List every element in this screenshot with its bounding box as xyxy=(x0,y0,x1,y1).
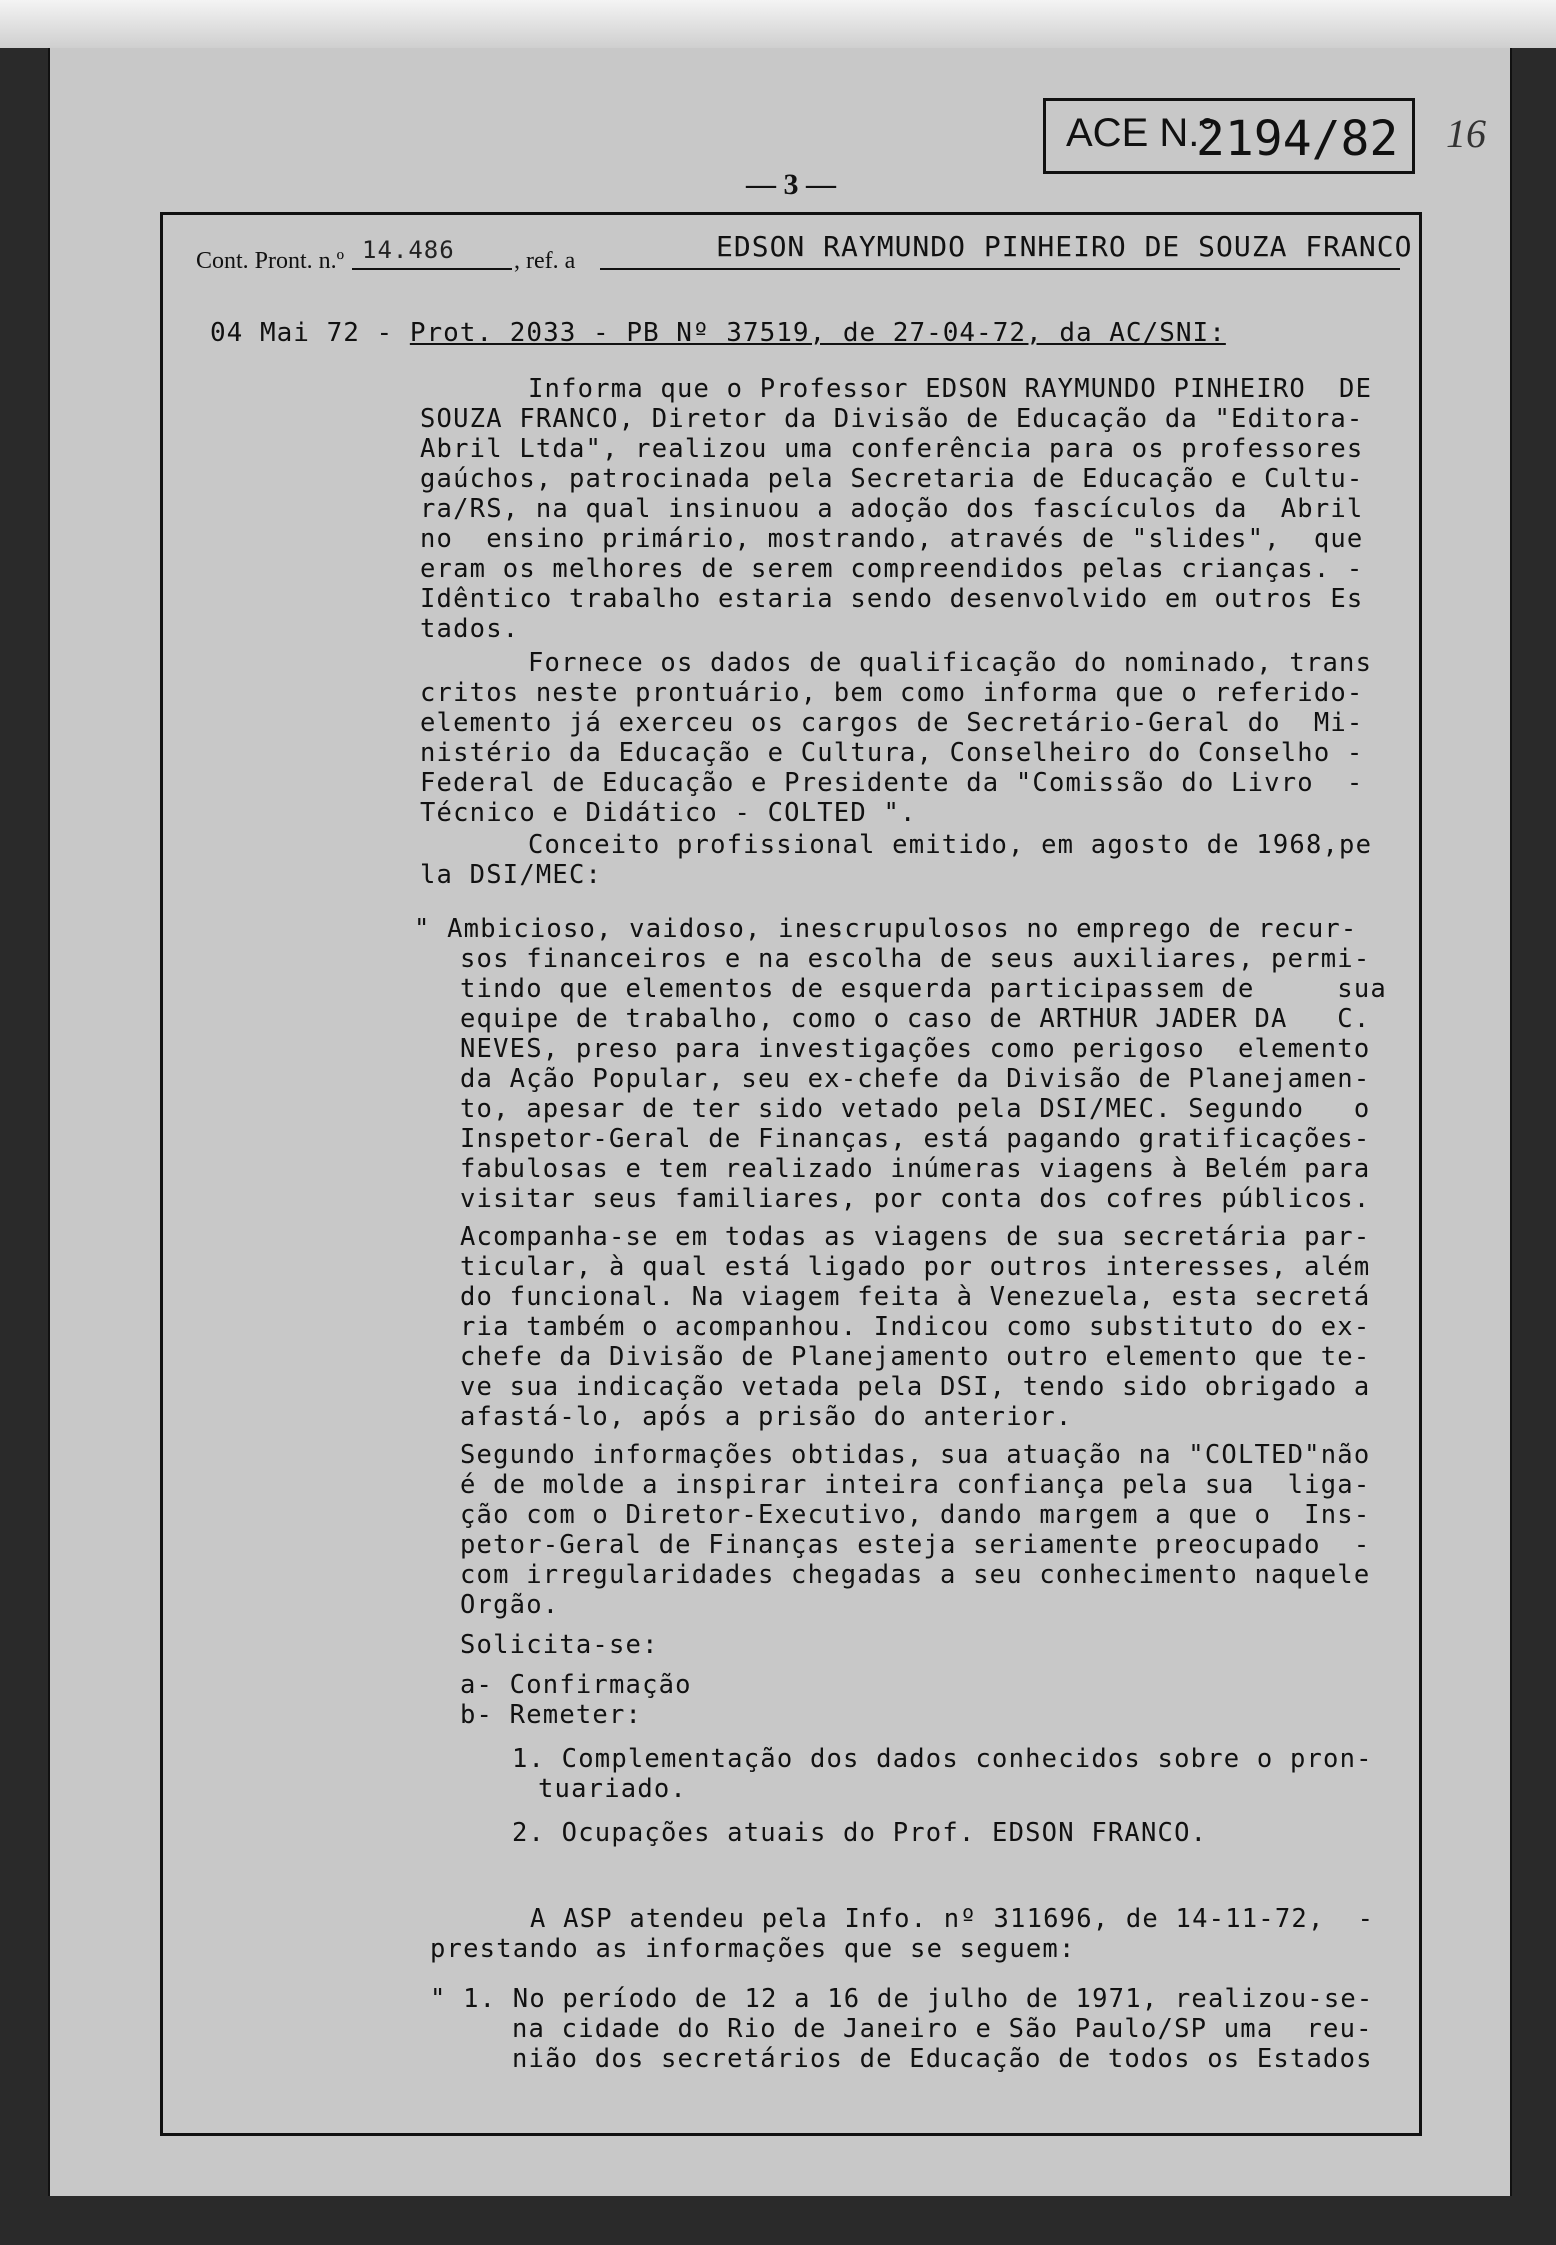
body-line: afastá-lo, após a prisão do anterior. xyxy=(460,1402,1073,1432)
stamp-number: 2194/82 xyxy=(1196,111,1399,167)
body-line: critos neste prontuário, bem como informa que o referido- xyxy=(420,678,1364,708)
body-line: sos financeiros e na escolha de seus auxiliares, permi- xyxy=(460,944,1371,974)
body-line: tindo que elementos de esquerda participassem de sua xyxy=(460,974,1387,1004)
body-line: visitar seus familiares, por conta dos cofres públicos. xyxy=(460,1184,1371,1214)
body-line: Inspetor-Geral de Finanças, está pagando gratificações- xyxy=(460,1124,1371,1154)
body-line: SOUZA FRANCO, Diretor da Divisão de Educação da "Editora- xyxy=(420,404,1364,434)
body-line: NEVES, preso para investigações como perigoso elemento xyxy=(460,1034,1371,1064)
body-line: Federal de Educação e Presidente da "Comissão do Livro - xyxy=(420,768,1364,798)
body-line: na cidade do Rio de Janeiro e São Paulo/SP uma reu- xyxy=(512,2014,1373,2044)
body-line: 1. Complementação dos dados conhecidos sobre o pron- xyxy=(512,1744,1373,1774)
body-line: to, apesar de ter sido vetado pela DSI/MEC. Segundo o xyxy=(460,1094,1371,1124)
subject-name-underline xyxy=(600,268,1400,270)
body-line: b- Remeter: xyxy=(460,1700,643,1730)
entry-heading xyxy=(210,318,1226,348)
body-line: fabulosas e tem realizado inúmeras viagens à Belém para xyxy=(460,1154,1371,1184)
scan-top-edge xyxy=(0,0,1556,48)
body-line: petor-Geral de Finanças esteja seriamente preocupado - xyxy=(460,1530,1371,1560)
ref-label: , ref. a xyxy=(514,248,576,274)
subject-name: EDSON RAYMUNDO PINHEIRO DE SOUZA FRANCO xyxy=(716,230,1413,263)
body-line: ticular, à qual está ligado por outros interesses, além xyxy=(460,1252,1371,1282)
body-line: la DSI/MEC: xyxy=(420,860,603,890)
body-line: " Ambicioso, vaidoso, inescrupulosos no emprego de recur- xyxy=(414,914,1358,944)
body-line: Orgão. xyxy=(460,1590,560,1620)
page-number: — 3 — xyxy=(746,168,836,201)
folio-number: 16 xyxy=(1446,111,1486,156)
body-line: ção com o Diretor-Executivo, dando margem a que o Ins- xyxy=(460,1500,1371,1530)
entry-date: 04 Mai 72 - xyxy=(210,318,394,348)
body-line: equipe de trabalho, como o caso de ARTHUR JADER DA C. xyxy=(460,1004,1371,1034)
body-line: ra/RS, na qual insinuou a adoção dos fascículos da Abril xyxy=(420,494,1364,524)
body-line: Técnico e Didático - COLTED ". xyxy=(420,798,917,828)
body-line: é de molde a inspirar inteira confiança pela sua liga- xyxy=(460,1470,1371,1500)
body-line: Conceito profissional emitido, em agosto de 1968,pe xyxy=(528,830,1373,860)
body-line: Solicita-se: xyxy=(460,1630,659,1660)
body-line: " 1. No período de 12 a 16 de julho de 1971, realizou-se- xyxy=(430,1984,1374,2014)
body-line: nistério da Educação e Cultura, Conselheiro do Conselho - xyxy=(420,738,1364,768)
pront-number: 14.486 xyxy=(362,236,455,264)
body-line: 2. Ocupações atuais do Prof. EDSON FRANCO. xyxy=(512,1818,1208,1848)
body-line: tados. xyxy=(420,614,520,644)
body-line: Fornece os dados de qualificação do nominado, trans xyxy=(528,648,1373,678)
body-line: elemento já exerceu os cargos de Secretário-Geral do Mi- xyxy=(420,708,1364,738)
body-line: eram os melhores de serem compreendidos pelas crianças. - xyxy=(420,554,1364,584)
body-line: ria também o acompanhou. Indicou como substituto do ex- xyxy=(460,1312,1371,1342)
stamp-label: ACE N.° xyxy=(1066,111,1216,155)
body-line: chefe da Divisão de Planejamento outro elemento que te- xyxy=(460,1342,1371,1372)
cont-pront-label: Cont. Pront. n.º xyxy=(196,248,345,274)
entry-reference: Prot. 2033 - PB Nº 37519, de 27-04-72, da AC/SNI: xyxy=(409,318,1226,348)
body-line: da Ação Popular, seu ex-chefe da Divisão de Planejamen- xyxy=(460,1064,1371,1094)
body-line: com irregularidades chegadas a seu conhecimento naquele xyxy=(460,1560,1371,1590)
ace-stamp xyxy=(1043,98,1415,174)
body-line: prestando as informações que se seguem: xyxy=(430,1934,1076,1964)
body-line: ve sua indicação vetada pela DSI, tendo sido obrigado a xyxy=(460,1372,1371,1402)
body-line: a- Confirmação xyxy=(460,1670,692,1700)
body-line: Informa que o Professor EDSON RAYMUNDO PINHEIRO DE xyxy=(528,374,1373,404)
body-line: Abril Ltda", realizou uma conferência para os professores xyxy=(420,434,1364,464)
body-line: nião dos secretários de Educação de todos os Estados xyxy=(512,2044,1373,2074)
body-line: A ASP atendeu pela Info. nº 311696, de 14-11-72, - xyxy=(530,1904,1375,1934)
body-line: do funcional. Na viagem feita à Venezuela, esta secretá xyxy=(460,1282,1371,1312)
body-line: gaúchos, patrocinada pela Secretaria de Educação e Cultu- xyxy=(420,464,1364,494)
body-line: tuariado. xyxy=(538,1774,687,1804)
body-line: Acompanha-se em todas as viagens de sua secretária par- xyxy=(460,1222,1371,1252)
body-line: no ensino primário, mostrando, através de "slides", que xyxy=(420,524,1364,554)
body-line: Idêntico trabalho estaria sendo desenvolvido em outros Es xyxy=(420,584,1364,614)
pront-number-underline xyxy=(352,268,512,270)
body-line: Segundo informações obtidas, sua atuação na "COLTED"não xyxy=(460,1440,1371,1470)
